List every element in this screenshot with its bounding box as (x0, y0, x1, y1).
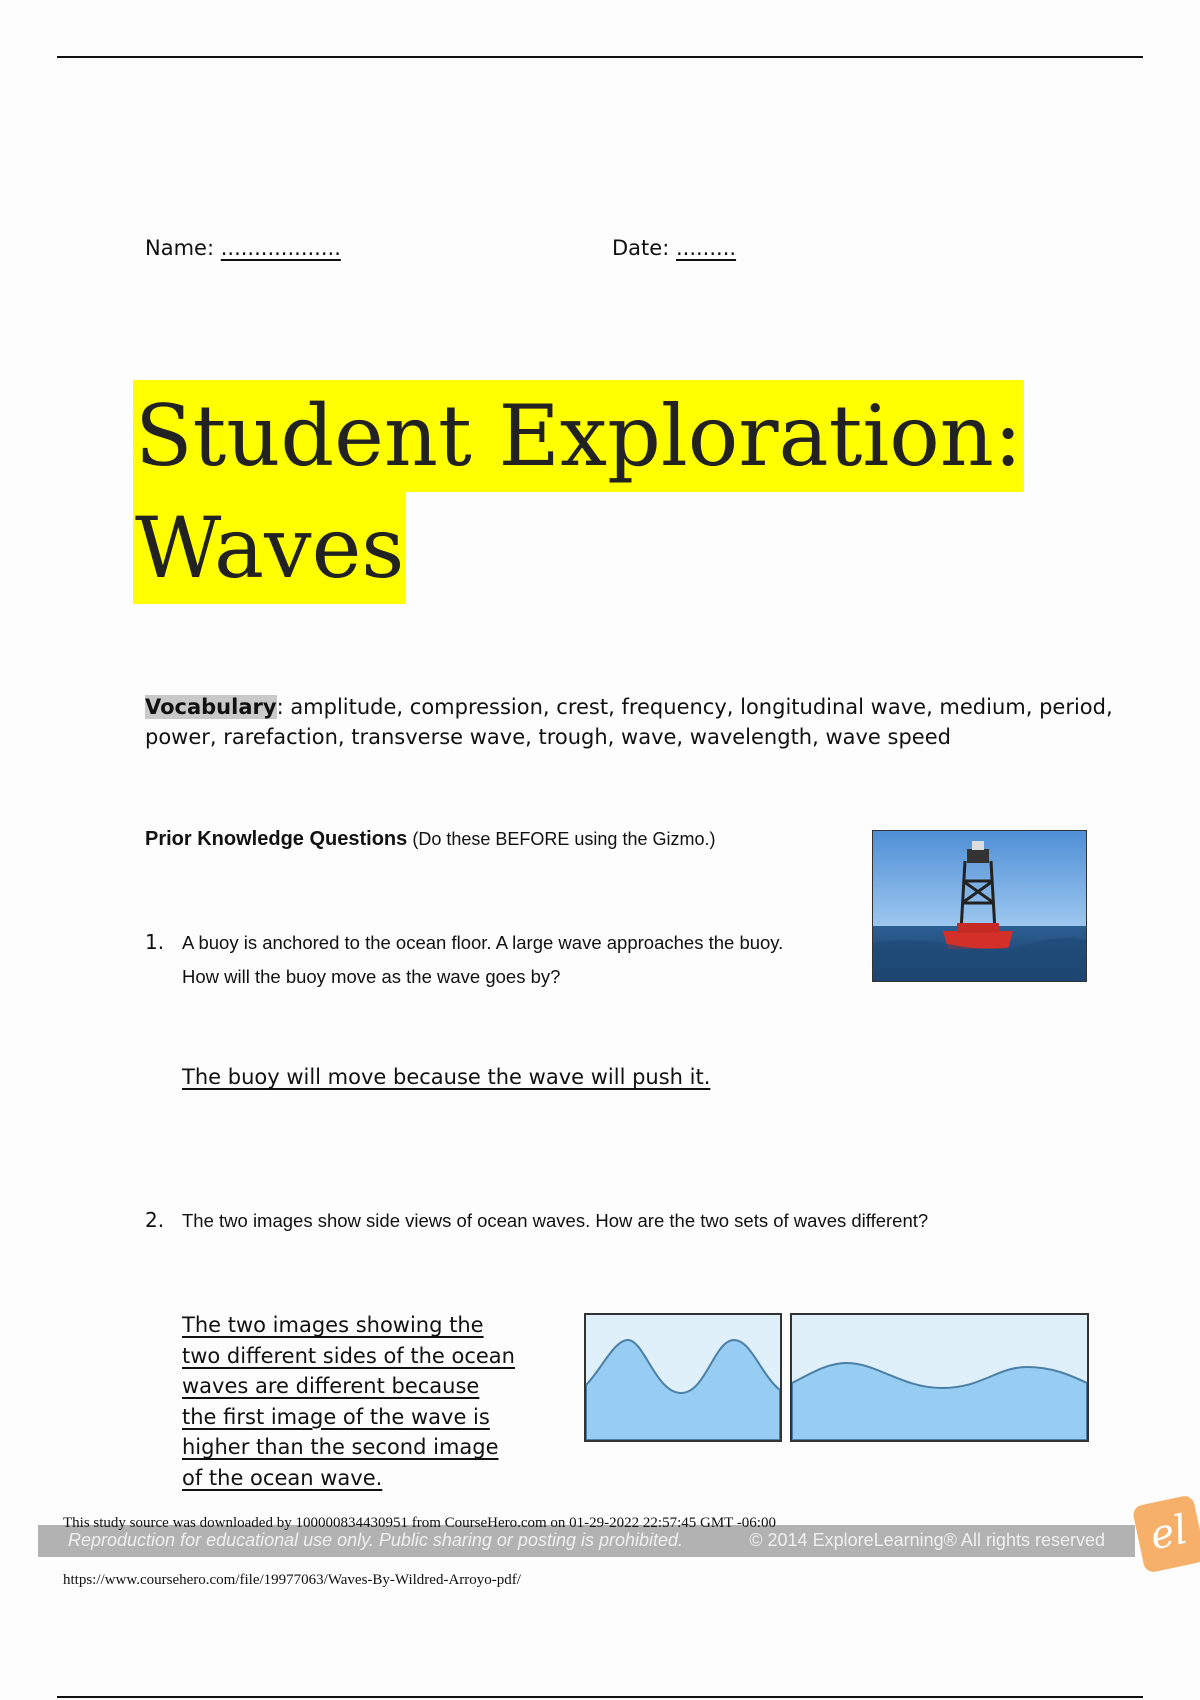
question-2-answer[interactable] (182, 1310, 562, 1494)
vocabulary-terms: : amplitude, compression, crest, frequency, longitudinal wave, medium, period, power, rarefaction, transverse wave, trough, wave, wavelength, wave speed (145, 695, 1113, 749)
buoy-photo (872, 830, 1087, 982)
name-field[interactable]: .................. (220, 236, 341, 260)
page-title-line-2: Waves (133, 492, 406, 604)
answer-line: of the ocean wave. (182, 1465, 383, 1490)
top-rule (57, 56, 1143, 58)
answer-line: higher than the second image (182, 1435, 499, 1460)
question-1-text: A buoy is anchored to the ocean floor. A large wave approaches the buoy. How will the buoy move as the wave goes by? (182, 932, 784, 987)
page-title-line-1: Student Exploration: (133, 380, 1024, 492)
answer-line: two different sides of the ocean (182, 1343, 515, 1368)
explorelearning-logo: el (1132, 1494, 1200, 1573)
question-2-number: 2. (145, 1208, 165, 1232)
copyright-notice: © 2014 ExploreLearning® All rights reserved (749, 1530, 1105, 1550)
name-line (145, 236, 341, 260)
answer-line: the first image of the wave is (182, 1404, 490, 1429)
bottom-rule (57, 1696, 1143, 1698)
answer-line: waves are different because (182, 1374, 480, 1399)
date-line (612, 236, 736, 260)
question-1-answer[interactable]: The buoy will move because the wave will push it. (182, 1065, 711, 1089)
buoy-icon (873, 831, 1086, 981)
prior-knowledge-heading (145, 828, 715, 851)
date-field[interactable]: ......... (675, 236, 737, 260)
download-note: This study source was downloaded by 100000834430951 from CourseHero.com on 01-29-2022 22:57:45 GMT -06:00 (63, 1515, 776, 1531)
reproduction-notice: Reproduction for educational use only. Public sharing or posting is prohibited. (68, 1530, 684, 1550)
question-2-text: The two images show side views of ocean waves. How are the two sets of waves different? (182, 1210, 929, 1231)
source-url[interactable]: https://www.coursehero.com/file/19977063/Waves-By-Wildred-Arroyo-pdf/ (63, 1572, 521, 1588)
date-label: Date: (612, 236, 670, 260)
vocabulary-paragraph (145, 692, 1135, 752)
tall-waves-icon (586, 1315, 780, 1440)
prior-knowledge-title: Prior Knowledge Questions (145, 828, 408, 850)
low-waves-icon (792, 1315, 1087, 1440)
vocabulary-label: Vocabulary (145, 695, 277, 719)
name-label: Name: (145, 236, 215, 260)
low-waves-diagram (790, 1313, 1089, 1442)
tall-waves-diagram (584, 1313, 782, 1442)
prior-knowledge-note: (Do these BEFORE using the Gizmo.) (412, 829, 716, 849)
answer-line: The two images showing the (182, 1313, 484, 1337)
question-1-number: 1. (145, 930, 165, 954)
